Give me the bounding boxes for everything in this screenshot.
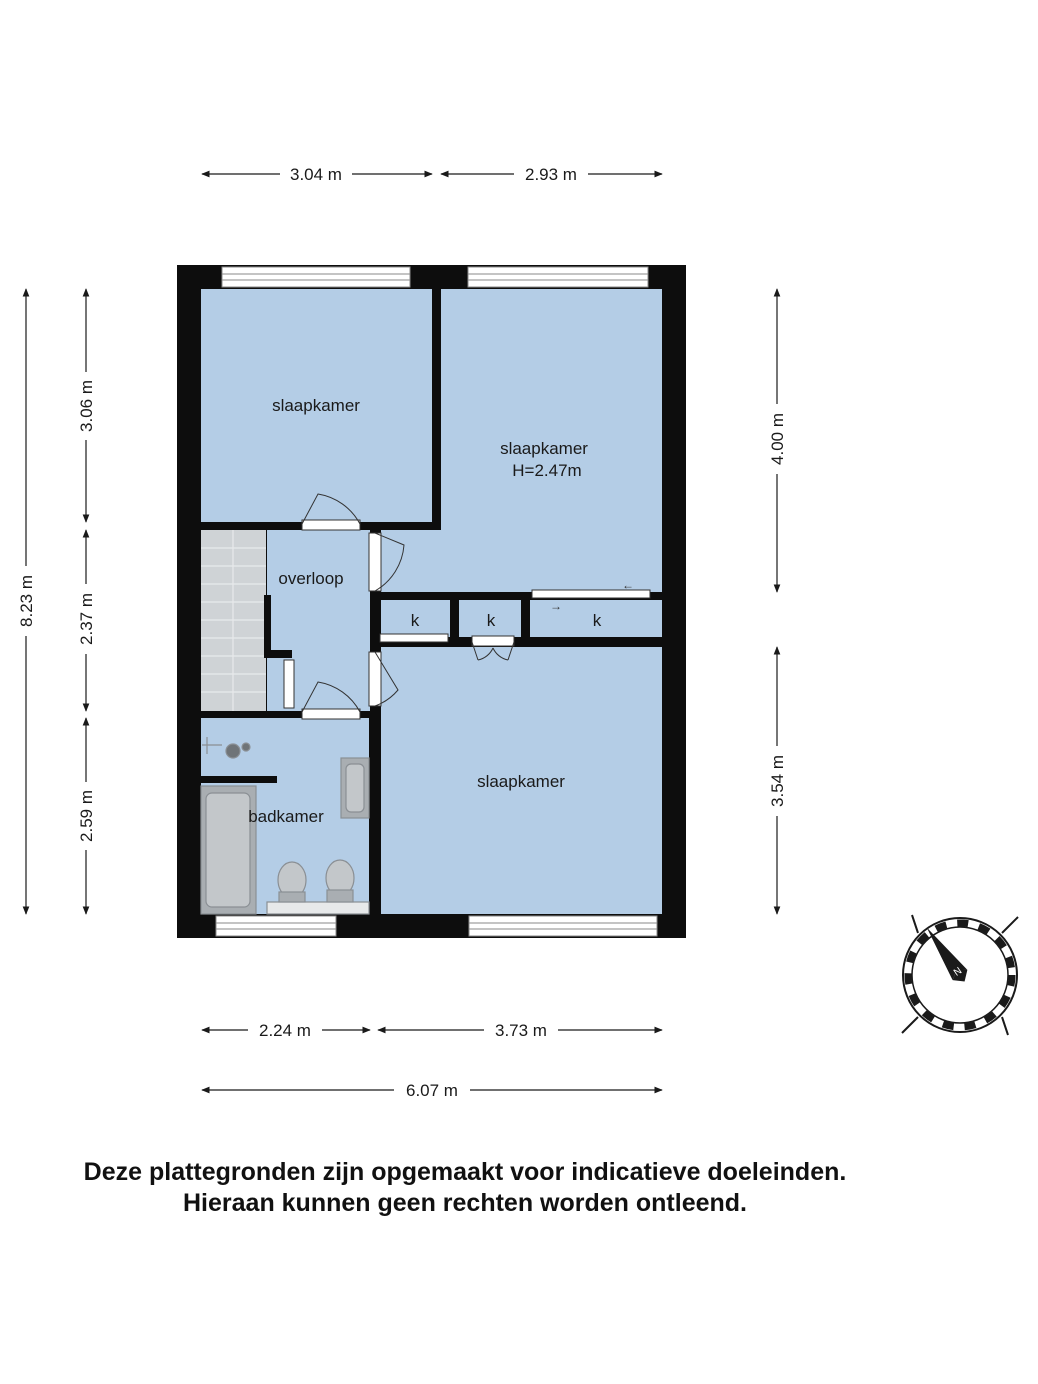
shelf: [267, 902, 369, 914]
label-closet-2: k: [486, 611, 496, 630]
dim-bottom-right: 3.73 m: [495, 1021, 547, 1040]
compass-icon: [902, 915, 1018, 1035]
sliding-arrow-2: →: [550, 599, 562, 613]
dim-bottom-left: 2.24 m: [259, 1021, 311, 1040]
dim-left-lower: 2.59 m: [77, 790, 96, 842]
room-landing: [267, 530, 370, 711]
label-bedroom-bottom-right: slaapkamer: [477, 772, 565, 791]
disclaimer-line-1: Deze plattegronden zijn opgemaakt voor indicatieve doeleinden.: [83, 1158, 847, 1186]
svg-text:N: N: [951, 965, 965, 979]
label-closet-1: k: [410, 611, 420, 630]
window-top-right: [468, 267, 648, 287]
label-bedroom-top-right: slaapkamer: [500, 439, 588, 458]
dim-left-upper: 3.06 m: [77, 380, 96, 432]
dim-right-lower: 3.54 m: [768, 755, 787, 807]
dim-left-middle: 2.37 m: [77, 593, 96, 645]
dim-left-total: 8.23 m: [17, 575, 36, 627]
sliding-arrow-1: ←: [622, 578, 634, 592]
window-bottom-right: [469, 916, 657, 936]
dim-right-upper: 4.00 m: [768, 413, 787, 465]
dim-top-left: 3.04 m: [290, 165, 342, 184]
label-closet-3: k: [592, 611, 602, 630]
disclaimer-line-2: Hieraan kunnen geen rechten worden ontleend.: [183, 1189, 747, 1217]
window-bottom-left: [216, 916, 336, 936]
dim-bottom-total: 6.07 m: [406, 1081, 458, 1100]
label-height: H=2.47m: [512, 461, 582, 480]
window-top-left: [222, 267, 410, 287]
shower-drain: [226, 744, 240, 758]
label-bathroom: badkamer: [248, 807, 324, 826]
dim-top-right: 2.93 m: [525, 165, 577, 184]
label-landing: overloop: [278, 569, 344, 588]
label-bedroom-top-left: slaapkamer: [272, 396, 360, 415]
